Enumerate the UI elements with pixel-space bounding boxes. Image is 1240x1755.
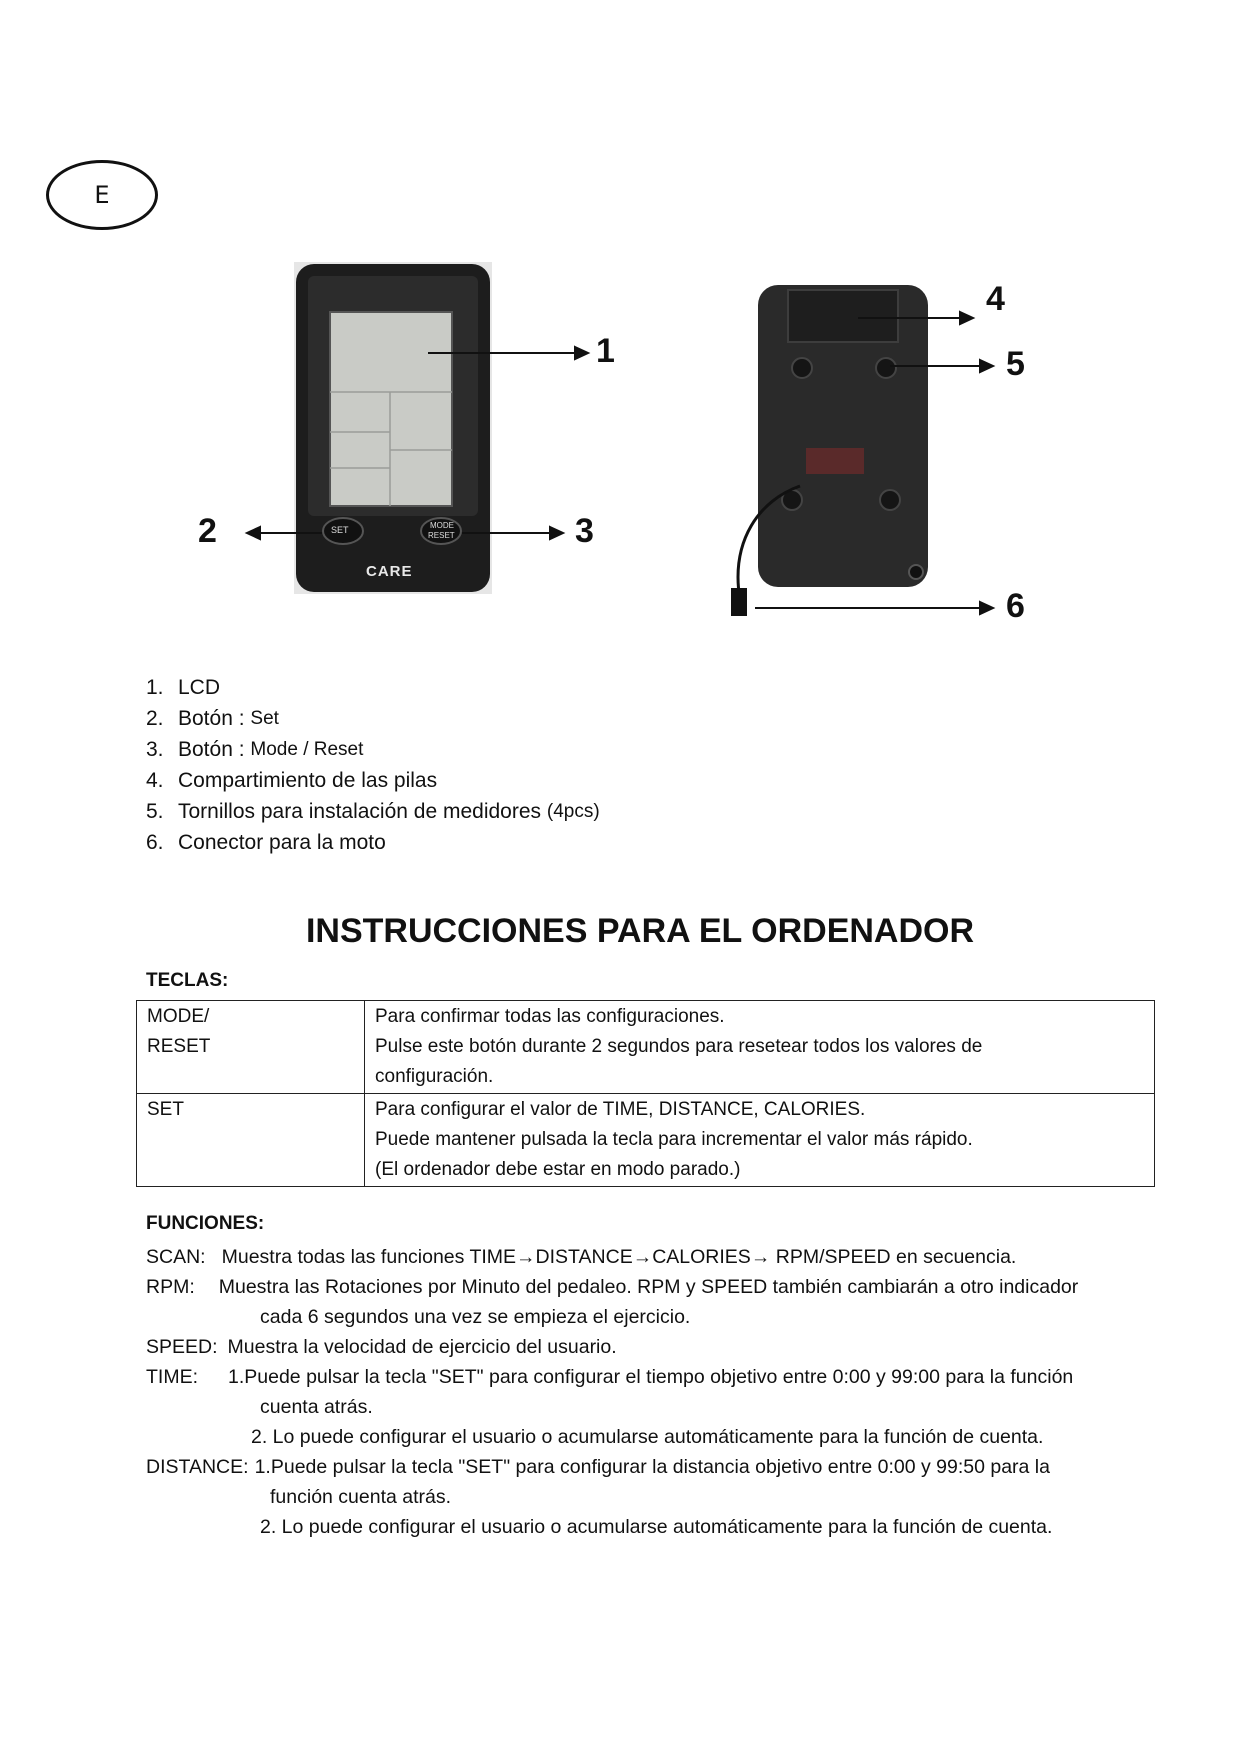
- function-distance-item2: 2. Lo puede configurar el usuario o acumularse automáticamente para la función de cuenta.: [260, 1516, 1053, 1538]
- device-back-illustration: [620, 0, 1240, 640]
- page-title: INSTRUCCIONES PARA EL ORDENADOR: [305, 912, 975, 950]
- key-cell: MODE/ RESET: [137, 1001, 365, 1094]
- table-row: [137, 1001, 1155, 1094]
- parts-list: [146, 672, 600, 858]
- callout-1: 1: [596, 332, 615, 370]
- list-item: 6. Conector para la moto: [146, 831, 386, 854]
- callout-5: 5: [1006, 345, 1025, 383]
- function-time-cont: cuenta atrás.: [260, 1396, 373, 1418]
- list-item: 3. Botón : Mode / Reset: [146, 738, 364, 761]
- callout-2: 2: [198, 512, 217, 550]
- arrow-head: [550, 527, 563, 539]
- brand-logo: CARE: [366, 563, 413, 580]
- arrow-head: [980, 360, 993, 372]
- arrow-head: [575, 347, 588, 359]
- device-front-figure: [0, 0, 620, 640]
- function-time: TIME: 1.Puede pulsar la tecla "SET" para configurar el tiempo objetivo entre 0:00 y 99:00 para la función: [146, 1366, 1074, 1388]
- callout-3: 3: [575, 512, 594, 550]
- callout-4: 4: [986, 280, 1005, 318]
- list-item: 1. LCD: [146, 676, 221, 699]
- device-back-figure: [620, 0, 1240, 640]
- list-item: 2. Botón : Set: [146, 707, 279, 730]
- table-row: [137, 1094, 1155, 1187]
- function-scan: SCAN: Muestra todas las funciones TIME→DISTANCE→CALORIES→ RPM/SPEED en secuencia.: [146, 1246, 1017, 1268]
- keys-section-label: TECLAS:: [146, 970, 229, 991]
- function-time-item2: 2. Lo puede configurar el usuario o acumularse automáticamente para la función de cuenta.: [251, 1426, 1044, 1448]
- keys-table: [136, 1000, 1155, 1187]
- function-rpm-cont: cada 6 segundos una vez se empieza el ejercicio.: [260, 1306, 691, 1328]
- functions-section-label: FUNCIONES:: [146, 1213, 265, 1234]
- arrow-head: [980, 602, 993, 614]
- button-mode-label: MODE: [430, 521, 454, 530]
- arrow-head: [247, 527, 260, 539]
- desc-cell: Para configurar el valor de TIME, DISTANCE, CALORIES. Puede mantener pulsada la tecla para incrementar el valor más rápido. (El ordenador debe estar en modo parado.): [365, 1094, 1155, 1187]
- button-set-label: SET: [331, 525, 349, 535]
- callout-6: 6: [1006, 587, 1025, 625]
- function-distance: DISTANCE: 1.Puede pulsar la tecla "SET" para configurar la distancia objetivo entre 0:00 y 99:50 para la: [146, 1456, 1050, 1478]
- list-item: 5. Tornillos para instalación de medidores (4pcs): [146, 800, 600, 823]
- arrow-head: [960, 312, 973, 324]
- language-badge-text: E: [94, 181, 110, 209]
- function-speed: SPEED: Muestra la velocidad de ejercicio del usuario.: [146, 1336, 617, 1358]
- function-distance-cont: función cuenta atrás.: [270, 1486, 452, 1508]
- desc-cell: Para confirmar todas las configuraciones. Pulse este botón durante 2 segundos para resetear todos los valores de configuración.: [365, 1001, 1155, 1094]
- button-reset-label: RESET: [428, 531, 455, 540]
- device-front-illustration: [0, 0, 620, 640]
- list-item: 4. Compartimiento de las pilas: [146, 769, 438, 792]
- key-cell: SET: [137, 1094, 365, 1187]
- function-rpm: RPM: Muestra las Rotaciones por Minuto del pedaleo. RPM y SPEED también cambiarán a otro indicador: [146, 1276, 1079, 1298]
